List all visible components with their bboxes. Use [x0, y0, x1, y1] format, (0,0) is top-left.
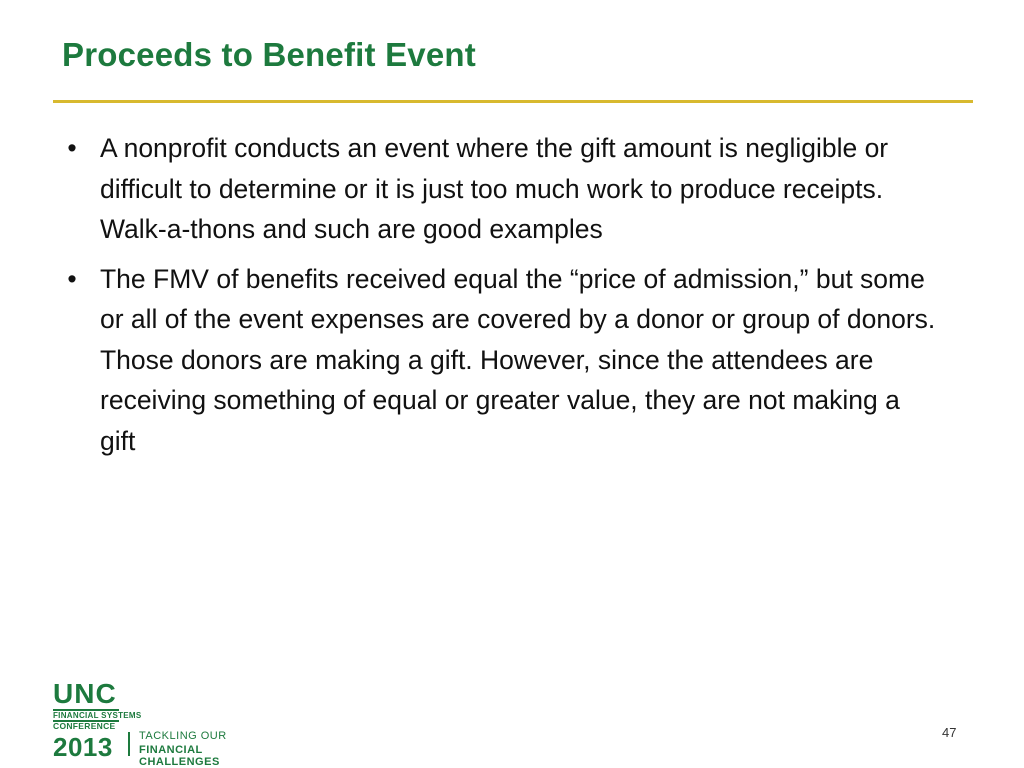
logo-tagline-2: FINANCIAL CHALLENGES — [139, 744, 220, 768]
bullet-item — [62, 128, 942, 250]
logo-separator — [128, 732, 130, 756]
bullet-text: The FMV of benefits received equal the “price of admission,” but some or all of the event expenses are covered by a donor or group of donors. Those donors are making a gift. However, since the attendees are receiving something of equal or greater value, they are not making a gift — [100, 263, 936, 456]
bullet-item — [62, 259, 942, 462]
bullet-text: A nonprofit conducts an event where the gift amount is negligible or difficult to determine or it is just too much work to produce receipts. Walk-a-thons and such are good examples — [100, 133, 889, 244]
logo-conference: CONFERENCE — [53, 721, 116, 731]
logo-tagline-1: TACKLING OUR — [139, 730, 227, 742]
slide-title: Proceeds to Benefit Event — [62, 36, 476, 73]
page-number: 47 — [942, 725, 957, 740]
logo-unc-text: UNC — [53, 678, 117, 709]
bullet-icon: • — [67, 263, 77, 294]
bullet-icon: • — [67, 133, 77, 163]
conference-logo — [53, 678, 283, 768]
logo-year: 2013 — [53, 732, 113, 762]
title-divider — [53, 100, 973, 103]
logo-subtitle: FINANCIAL SYSTEMS — [53, 711, 142, 720]
bullet-list — [62, 128, 942, 470]
